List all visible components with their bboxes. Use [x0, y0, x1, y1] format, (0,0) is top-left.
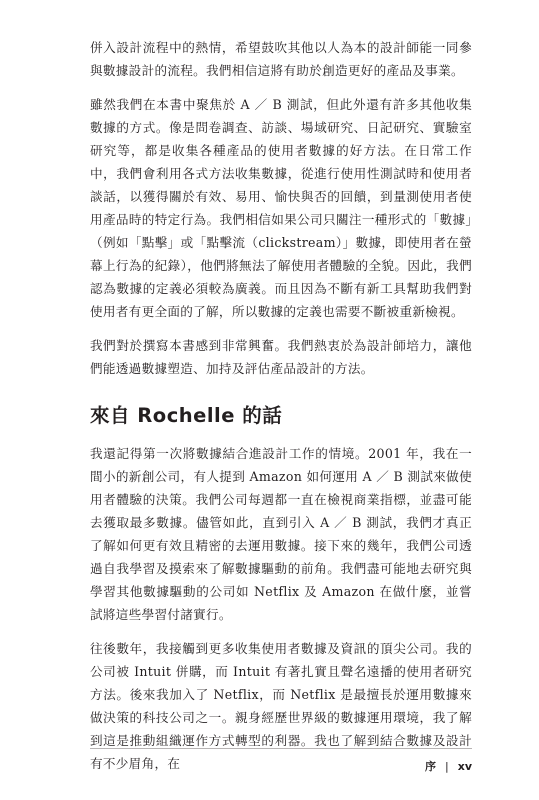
- page-footer: [0, 748, 539, 800]
- section-heading: 來自 Rochelle 的話: [90, 404, 283, 427]
- page-number: xv: [457, 760, 472, 773]
- page-body: [90, 36, 472, 775]
- footer-separator: |: [445, 760, 449, 773]
- footer-divider: [90, 748, 472, 749]
- body-paragraph-3: 我們對於撰寫本書感到非常興奮。我們熱衷於為設計師培力，讓他們能透過數據塑造、加持及評估產品設計的方法。: [90, 338, 472, 376]
- footer-section-label: 序: [425, 760, 437, 773]
- footer-label: [425, 758, 472, 774]
- section-paragraph-2: 往後數年，我接觸到更多收集使用者數據及資訊的頂尖公司。我的公司被 Intuit 併購，而 Intuit 有著扎實且聲名遠播的使用者研究方法。後來我加入了 Netflix，而 Netflix 是最擅長於運用數據來做決策的科技公司之一。親身經歷世界級的數據運用環境，我了解到這是推動組織運作方式轉型的利器。我也了解到結合數據及設計有不少眉角，在: [90, 641, 472, 771]
- section-paragraph-1: 我還記得第一次將數據結合進設計工作的情境。2001 年，我在一間小的新創公司，有人提到 Amazon 如何運用 A ／ B 測試來做使用者體驗的決策。我們公司每週都一直在檢視商業指標，並盡可能去獲取最多數據。儘管如此，直到引入 A ／ B 測試，我們才真正了解如何更有效且精密的去運用數據。接下來的幾年，我們公司透過自我學習及摸索來了解數據驅動的前角。我們盡可能地去研究與學習其他數據驅動的公司如 Netflix 及 Amazon 在做什麼，並嘗試將這些學習付諸實行。: [90, 446, 472, 622]
- body-paragraph-2: 雖然我們在本書中聚焦於 A ／ B 測試，但此外還有許多其他收集數據的方式。像是問卷調查、訪談、場域研究、日記研究、實驗室研究等，都是收集各種產品的使用者數據的好方法。在日常工作中，我們會利用各式方法收集數據，從進行使用性測試時和使用者談話，以獲得關於有效、易用、愉快與否的回饋，到量測使用者使用產品時的特定行為。我們相信如果公司只關注一種形式的「數據」（例如「點擊」或「點擊流（clickstream）」數據，即使用者在螢幕上行為的紀錄），他們將無法了解使用者體驗的全貌。因此，我們認為數據的定義必須較為廣義。而且因為不斷有新工具幫助我們對使用者有更全面的了解，所以數據的定義也需要不斷被重新檢視。: [90, 97, 472, 319]
- body-paragraph-1: 併入設計流程中的熱情，希望鼓吹其他以人為本的設計師能一同參與數據設計的流程。我們相信這將有助於創造更好的產品及事業。: [90, 40, 472, 78]
